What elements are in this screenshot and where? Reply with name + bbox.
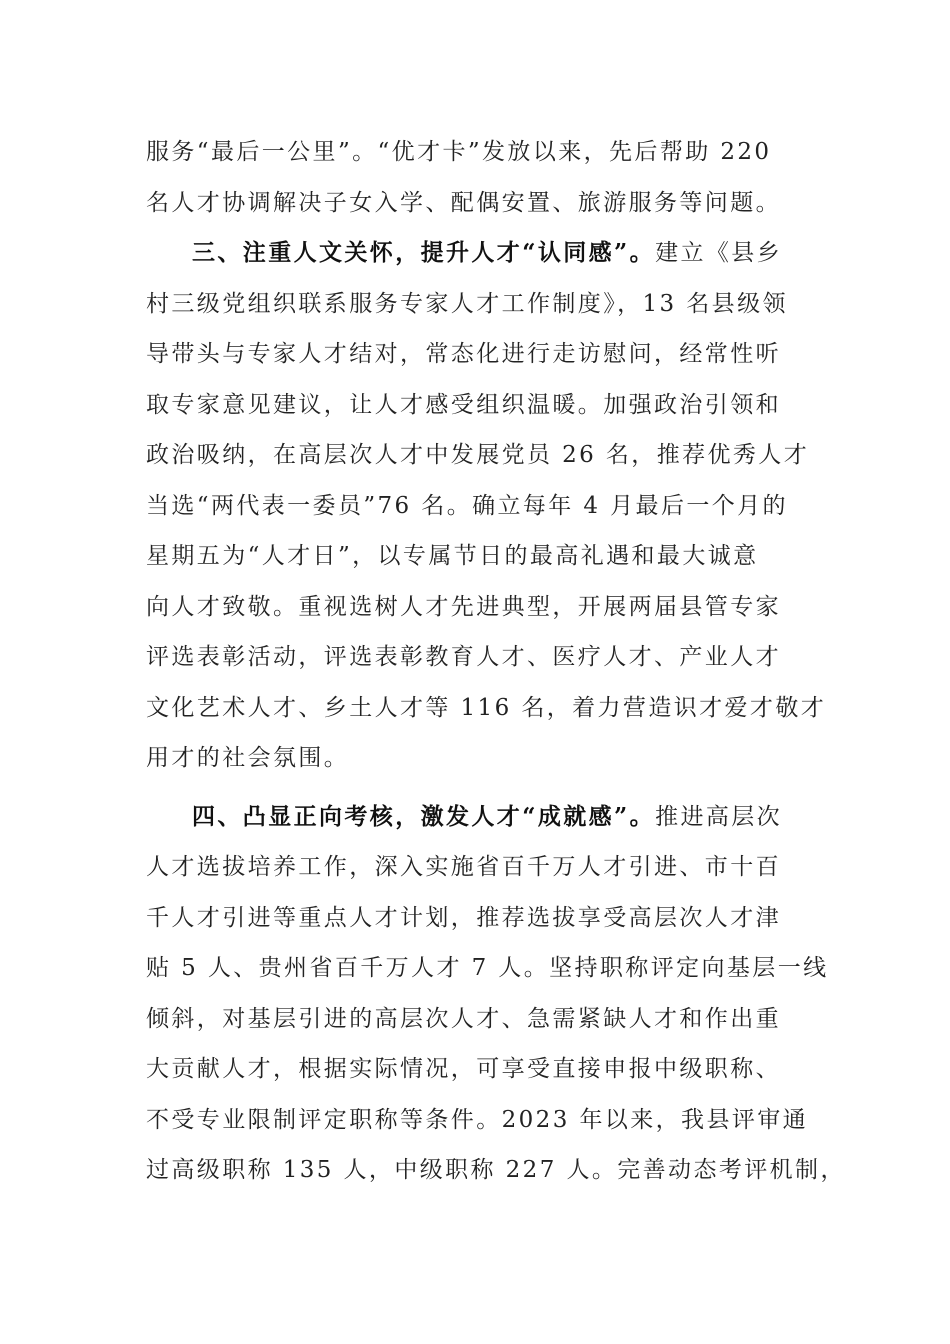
text-line: 村三级党组织联系服务专家人才工作制度》，13 名县级领: [146, 290, 788, 317]
paragraph-first-line: [146, 792, 806, 843]
text-line: 星期五为“人才日”，以专属节日的最高礼遇和最大诚意: [146, 543, 759, 569]
text-line: 当选“两代表一委员”76 名。确立每年 4 月最后一个月的: [146, 492, 788, 519]
document-body: [146, 127, 846, 1196]
text-line: 取专家意见建议，让人才感受组织温暖。加强政治引领和: [146, 391, 781, 418]
paragraph-first-line: [146, 228, 806, 279]
section-heading: 四、凸显正向考核，激发人才“成就感”。: [192, 802, 656, 830]
text-line: 导带头与专家人才结对，常态化进行走访慰问，经常性听: [146, 341, 781, 367]
section-heading: 三、注重人文关怀，提升人才“认同感”。: [192, 239, 656, 266]
text-line: 向人才致敬。重视选树人才先进典型，开展两届县管专家: [146, 593, 781, 620]
text-line: 千人才引进等重点人才计划，推荐选拔享受高层次人才津: [146, 904, 781, 931]
text-line: 评选表彰活动，评选表彰教育人才、医疗人才、产业人才: [146, 644, 781, 670]
paragraph-spacer: [146, 784, 806, 792]
text-line: 名人才协调解决子女入学、配偶安置、旅游服务等问题。: [146, 189, 781, 216]
paragraph-1: [146, 127, 806, 228]
text-line: 贴 5 人、贵州省百千万人才 7 人。坚持职称评定向基层一线: [146, 955, 829, 981]
text-line: 文化艺术人才、乡土人才等 116 名，着力营造识才爱才敬才: [146, 694, 827, 721]
text-line: 人才选拔培养工作，深入实施省百千万人才引进、市十百: [146, 854, 781, 880]
text-line: 政治吸纳，在高层次人才中发展党员 26 名，推荐优秀人才: [146, 442, 810, 468]
text-line: 不受专业限制评定职称等条件。2023 年以来，我县评审通: [146, 1106, 809, 1133]
text-line: 服务“最后一公里”。“优才卡”发放以来，先后帮助 220: [146, 139, 772, 165]
text-line: 大贡献人才，根据实际情况，可享受直接申报中级职称、: [146, 1056, 781, 1082]
text-line: 用才的社会氛围。: [146, 745, 350, 771]
text-run: 建立《县乡: [655, 240, 783, 266]
text-line: 过高级职称 135 人，中级职称 227 人。完善动态考评机制，: [146, 1157, 846, 1183]
text-run: 推进高层次: [655, 803, 783, 830]
text-line: 倾斜，对基层引进的高层次人才、急需紧缺人才和作出重: [146, 1005, 781, 1032]
paragraph-3: [146, 792, 846, 1196]
paragraph-2: [146, 228, 827, 784]
